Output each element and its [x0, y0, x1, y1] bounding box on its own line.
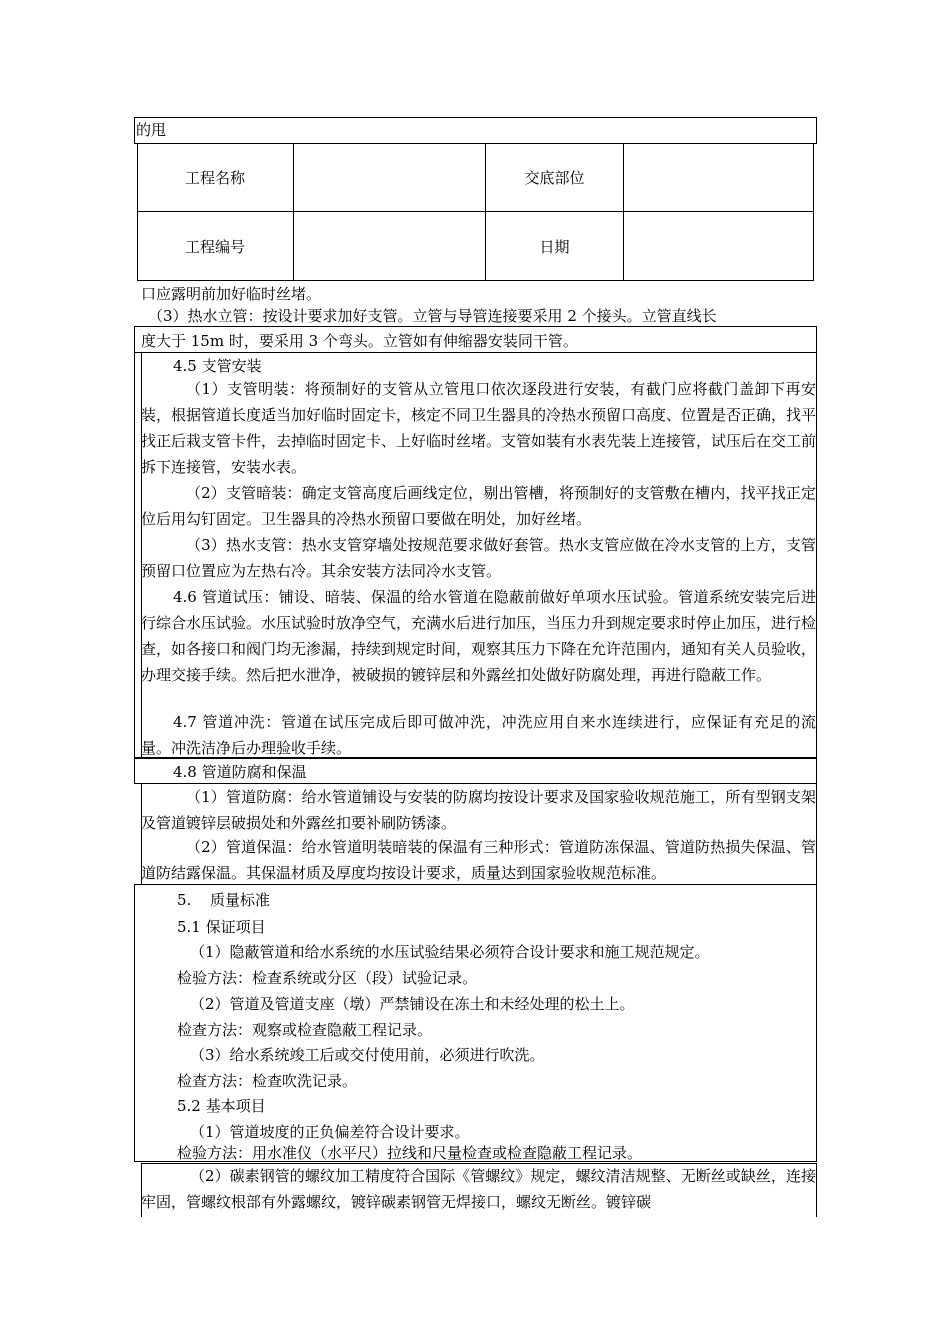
section-51-method-3: 检查方法：检查吹洗记录。	[177, 1072, 358, 1090]
section-52-item-1: （1）管道坡度的正负偏差符合设计要求。	[190, 1123, 470, 1141]
section-48-para-1: （1）管道防腐：给水管道铺设与安装的防腐均按设计要求及国家验收规范施工，所有型钢支架及管道镀锌层破损处和外露丝扣要补刷防锈漆。	[141, 788, 816, 832]
bottom-para: （2）碳素钢管的螺纹加工精度符合国际《管螺纹》规定，螺纹清洁规整、无断丝或缺丝，连接牢固，管螺纹根部有外露螺纹，镀锌碳素钢管无焊接口，螺纹无断丝。镀锌碳	[141, 1167, 816, 1211]
section-51-heading: 5.1 保证项目	[177, 918, 266, 936]
project-no-label: 工程编号	[184, 238, 245, 256]
intro-line-1: 口应露明前加好临时丝堵。	[141, 285, 322, 303]
section-48-inner-right	[816, 784, 817, 885]
section-48-para-2: （2）管道保温：给水管道明装暗装的保温有三种形式：管道防冻保温、管道防热损失保温、管道防结露保温。其保温材质及厚度均按设计要求，质量达到国家验收规范标准。	[141, 838, 816, 882]
intro-line-2: （3）热水立管：按设计要求加好支管。立管与导管连接要采用 2 个接头。立管直线长	[148, 307, 717, 325]
section-51-item-1: （1）隐蔽管道和给水系统的水压试验结果必须符合设计要求和施工规范规定。	[190, 943, 710, 961]
section-51-method-1: 检验方法：检查系统或分区（段）试验记录。	[177, 969, 478, 987]
section-5-heading-num: 5.	[177, 891, 192, 909]
date-label: 日期	[539, 238, 570, 256]
section-45-para-3: （3）热水支管：热水支管穿墙处按规范要求做好套管。热水支管应做在冷水支管的上方，支管预留口位置应为左热右冷。其余安装方法同冷水支管。	[141, 536, 816, 580]
intro-line-3: 度大于 15m 时，要采用 3 个弯头。立管如有伸缩器安装同干管。	[141, 332, 578, 350]
section-45-heading: 4.5 支管安装	[173, 357, 262, 375]
section-45-para-2: （2）支管暗装：确定支管高度后画线定位，剔出管槽，将预制好的支管敷在槽内，找平找正定位后用勾钉固定。卫生器具的冷热水预留口要做在明处，加好丝堵。	[141, 484, 816, 528]
section-51-method-2: 检查方法：观察或检查隐蔽工程记录。	[177, 1021, 433, 1039]
section-45-rule	[134, 352, 817, 353]
project-name-label: 工程名称	[184, 169, 245, 187]
section-48-heading: 4.8 管道防腐和保温	[173, 763, 307, 781]
section-5-heading-text: 质量标准	[210, 891, 271, 909]
section-45-para-1: （1）支管明装：将预制好的支管从立管甩口依次逐段进行安装，有截门应将截门盖卸下再安装，根据管道长度适当加好临时固定卡，核定不同卫生器具的冷热水预留口高度、位置是否正确，找平找正后栽支管卡件，去掉临时固定卡、上好临时丝堵。支管如装有水表先装上连接管，试压后在交工前拆下连接管，安装水表。	[141, 380, 817, 476]
info-table-col-divider-2	[485, 143, 486, 281]
info-table-col-divider-3	[623, 143, 624, 281]
handover-part-label: 交底部位	[524, 169, 585, 187]
section-47-para: 4.7 管道冲洗：管道在试压完成后即可做冲洗，冲洗应用自来水连续进行，应保证有充足的流量。冲洗洁净后办理验收手续。	[141, 713, 816, 757]
info-table-divider	[137, 211, 814, 212]
section-51-item-3: （3）给水系统竣工后或交付使用前，必须进行吹洗。	[190, 1046, 545, 1064]
top-fragment-row	[134, 117, 817, 144]
top-fragment-text: 的甩	[136, 121, 167, 139]
info-table-col-divider-1	[293, 143, 294, 281]
section-52-method-1: 检验方法：用水准仪（水平尺）拉线和尺量检查或检查隐蔽工程记录。	[177, 1144, 643, 1162]
info-table	[137, 143, 814, 281]
section-46-para: 4.6 管道试压：铺设、暗装、保温的给水管道在隐蔽前做好单项水压试验。管道系统安装完后进行综合水压试验。水压试验时放净空气，充满水后进行加压，当压力升到规定要求时停止加压，进行检查，如各接口和阀门均无渗漏，持续到规定时间，观察其压力下降在允许范围内，通知有关人员验收，办理交接手续。然后把水泄净，被破损的镀锌层和外露丝扣处做好防腐处理，再进行隐蔽工作。	[141, 588, 817, 684]
section-52-heading: 5.2 基本项目	[177, 1097, 266, 1115]
section-51-item-2: （2）管道及管道支座（墩）严禁铺设在冻土和未经处理的松土上。	[190, 995, 635, 1013]
